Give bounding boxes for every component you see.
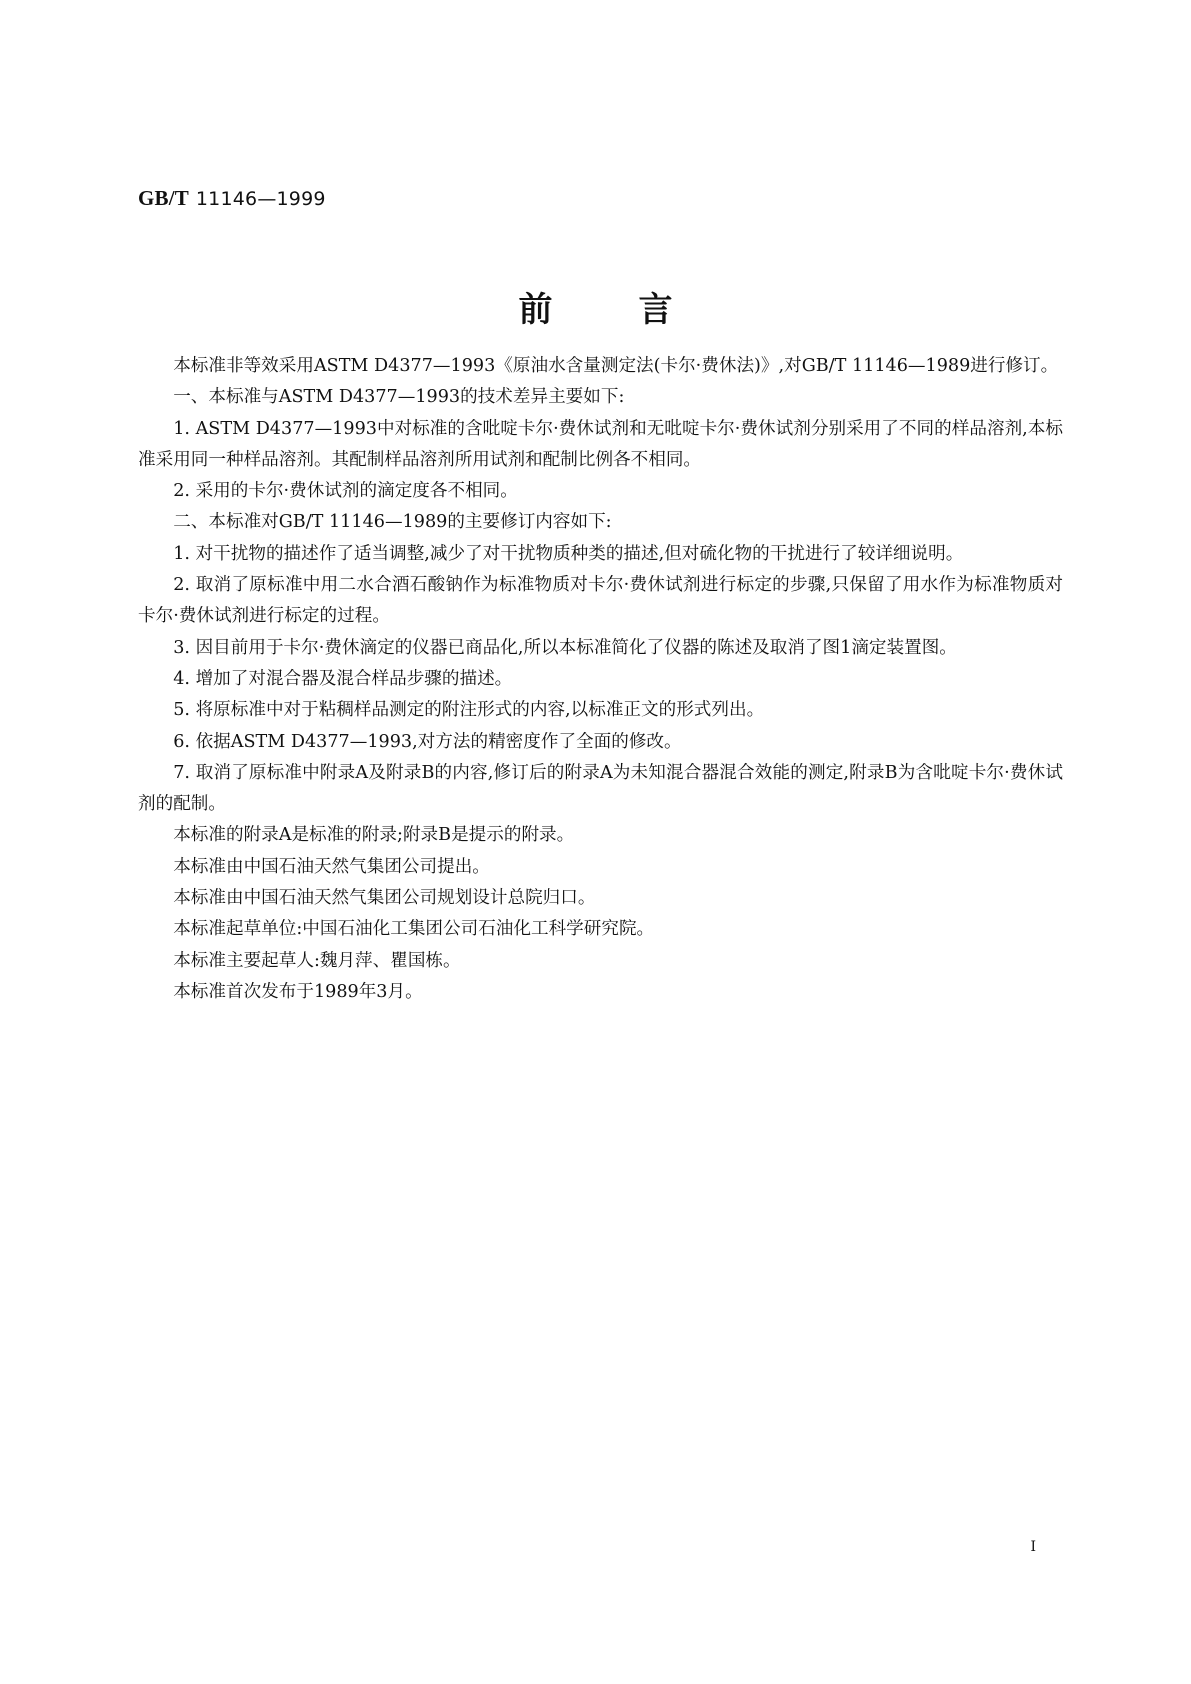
paragraph: 本标准由中国石油天然气集团公司提出。 xyxy=(173,856,490,877)
paragraph: 2. 采用的卡尔·费休试剂的滴定度各不相同。 xyxy=(173,481,518,502)
paragraph: 一、本标准与ASTM D4377—1993的技术差异主要如下: xyxy=(173,387,625,408)
paragraph: 7. 取消了原标准中附录A及附录B的内容,修订后的附录A为未知混合器混合效能的测定,附录B为含吡啶卡尔·费休试剂的配制。 xyxy=(138,762,1063,815)
paragraph: 二、本标准对GB/T 11146—1989的主要修订内容如下: xyxy=(173,512,612,533)
paragraph: 本标准由中国石油天然气集团公司规划设计总院归口。 xyxy=(173,888,596,909)
document-code xyxy=(138,186,326,211)
paragraph: 本标准的附录A是标准的附录;附录B是提示的附录。 xyxy=(173,825,575,846)
foreword-body xyxy=(138,351,1063,1008)
paragraph: 1. 对干扰物的描述作了适当调整,减少了对干扰物质种类的描述,但对硫化物的干扰进行了较详细说明。 xyxy=(173,543,964,564)
paragraph: 6. 依据ASTM D4377—1993,对方法的精密度作了全面的修改。 xyxy=(173,731,682,752)
paragraph: 2. 取消了原标准中用二水合酒石酸钠作为标准物质对卡尔·费休试剂进行标定的步骤,只保留了用水作为标准物质对卡尔·费休试剂进行标定的过程。 xyxy=(138,575,1063,627)
standard-prefix: GB/T xyxy=(138,186,189,210)
paragraph: 5. 将原标准中对于粘稠样品测定的附注形式的内容,以标准正文的形式列出。 xyxy=(173,700,765,721)
paragraph: 本标准主要起草人:魏月萍、瞿国栋。 xyxy=(173,950,461,971)
paragraph: 本标准起草单位:中国石油化工集团公司石油化工科学研究院。 xyxy=(173,919,655,940)
paragraph: 本标准首次发布于1989年3月。 xyxy=(173,981,423,1002)
page-number: I xyxy=(1030,1539,1036,1555)
standard-number: 11146—1999 xyxy=(195,188,326,210)
paragraph: 4. 增加了对混合器及混合样品步骤的描述。 xyxy=(173,668,513,689)
paragraph: 本标准非等效采用ASTM D4377—1993《原油水含量测定法(卡尔·费休法)》,对GB/T 11146—1989进行修订。 xyxy=(173,356,1059,376)
paragraph: 1. ASTM D4377—1993中对标准的含吡啶卡尔·费休试剂和无吡啶卡尔·费休试剂分别采用了不同的样品溶剂,本标准采用同一种样品溶剂。其配制样品溶剂所用试剂和配制比例各不相同。 xyxy=(138,418,1063,470)
page-title: 前言 xyxy=(518,290,759,330)
paragraph: 3. 因目前用于卡尔·费休滴定的仪器已商品化,所以本标准简化了仪器的陈述及取消了图1滴定装置图。 xyxy=(173,637,957,658)
